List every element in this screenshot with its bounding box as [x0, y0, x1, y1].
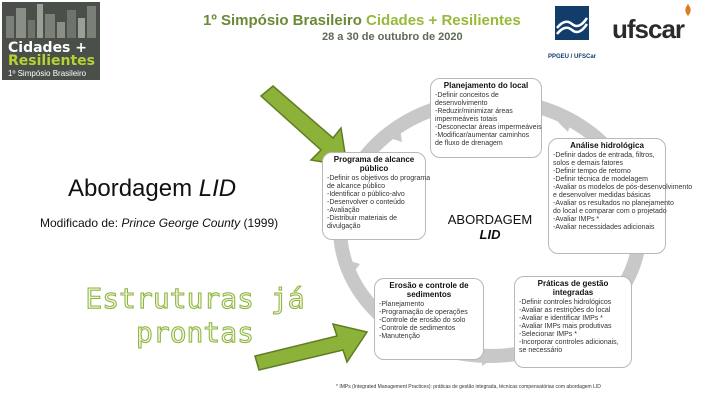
- footnote: * IMPs (Integrated Management Practices): práticas de gestão integrada, técnicas compensatórias com abordagem LID: [336, 384, 601, 390]
- node-item: de fluxo de drenagem: [435, 140, 503, 147]
- node-erosao-title: Erosão e controle de sedimentos: [389, 281, 469, 299]
- event-title: [203, 12, 521, 29]
- node-planejamento-title: Planejamento do local: [443, 81, 529, 90]
- node-item: -Definir dados de entrada, filtros,: [553, 152, 655, 159]
- center-label: [440, 212, 540, 242]
- outline-caption-line1: Estruturas já: [85, 282, 305, 315]
- node-item: -Avaliar IMPs mais produtivas: [519, 323, 612, 330]
- event-title-prefix: 1º Simpósio Brasileiro: [203, 12, 367, 29]
- node-item: -Definir os objetivos do programa: [327, 175, 431, 182]
- node-item: -Controle de erosão do solo: [379, 317, 466, 324]
- node-planejamento-items: [435, 92, 542, 148]
- center-label-line2: LID: [479, 227, 501, 242]
- node-hidrologica-title: Análise hidrológica: [570, 141, 644, 150]
- node-item: -Controle de sedimentos: [379, 325, 456, 332]
- node-erosao: [374, 278, 484, 360]
- node-item: -Definir controles hidrológicos: [519, 299, 612, 306]
- node-item: -Incorporar controles adicionais,: [519, 339, 619, 346]
- node-item: -Distribuir materiais de: [327, 215, 398, 222]
- heading-italic: LID: [198, 175, 237, 202]
- node-item: -Reduzir/minimizar áreas: [435, 108, 513, 115]
- node-item: desenvolvimento: [435, 100, 488, 107]
- node-item: -Definir tempo de retorno: [553, 168, 631, 175]
- logo-text-simposio: 1º Simpósio Brasileiro: [8, 69, 87, 78]
- citation-year: (1999): [240, 216, 279, 230]
- ufscar-flame-icon: [683, 4, 693, 16]
- event-title-accent: Cidades + Resilientes: [366, 12, 521, 29]
- node-item: impermeáveis totais: [435, 116, 498, 123]
- node-item: -Avaliar necessidades adicionais: [553, 224, 655, 231]
- node-item: -Manutenção: [379, 333, 420, 340]
- node-erosao-items: [379, 301, 479, 341]
- node-item: -Desenvolver o conteúdo: [327, 199, 405, 206]
- node-item: divulgação: [327, 223, 361, 230]
- logo-text-resilientes: Resilientes: [8, 53, 95, 69]
- event-date: 28 a 30 de outubro de 2020: [322, 31, 463, 43]
- node-item: e desenvolver medidas básicas: [553, 192, 651, 199]
- node-item: -Identificar o público-alvo: [327, 191, 405, 198]
- node-programa-title: Programa de alcance público: [333, 155, 415, 173]
- node-item: -Planejamento: [379, 301, 425, 308]
- node-item: -Selecionar IMPs *: [519, 331, 577, 338]
- source-citation: [40, 216, 278, 230]
- ppgeu-label: PPGEU / UFSCar: [547, 54, 596, 60]
- node-item: se necessário: [519, 347, 563, 354]
- node-item: -Avaliar os resultados no planejamento: [553, 200, 674, 207]
- ppgeu-logo: [543, 6, 601, 68]
- ppgeu-wave-icon: [555, 6, 589, 40]
- node-item: -Avaliar os modelos de pós-desenvolvimento: [553, 184, 693, 191]
- node-item: -Desconectar áreas impermeáveis: [435, 124, 542, 131]
- node-item: -Avaliação: [327, 207, 360, 214]
- citation-prefix: Modificado de:: [40, 216, 122, 230]
- city-skyline-icon: [2, 2, 100, 38]
- node-programa-items: [327, 175, 431, 231]
- ufscar-logo: ufscar: [612, 14, 685, 44]
- citation-source: Prince George County: [121, 216, 241, 230]
- node-programa: [322, 152, 431, 240]
- node-item: -Avaliar e identificar IMPs *: [519, 315, 603, 322]
- node-item: -Programação de operações: [379, 309, 468, 316]
- node-item: -Modificar/aumentar caminhos: [435, 132, 530, 139]
- node-hidrologica-items: [553, 152, 693, 232]
- node-item: do local e comparar com o projetado: [553, 208, 667, 215]
- node-praticas-title: Práticas de gestão integradas: [537, 279, 609, 297]
- outline-caption-line2: prontas: [135, 316, 254, 349]
- cidades-resilientes-logo: [2, 2, 100, 80]
- node-item: -Avaliar as restrições do local: [519, 307, 611, 314]
- logo-text-cidades: Cidades +: [8, 40, 87, 56]
- node-praticas: [514, 276, 632, 368]
- node-item: -Definir técnica de modelagem: [553, 176, 648, 183]
- node-item: -Definir conceitos de: [435, 92, 499, 99]
- node-praticas-items: [519, 299, 627, 355]
- node-item: -Avaliar IMPs *: [553, 216, 600, 223]
- center-label-line1: ABORDAGEM: [447, 212, 533, 227]
- lid-cycle-diagram: [318, 78, 698, 386]
- heading-main: Abordagem: [68, 175, 199, 202]
- node-item: solos e demais fatores: [553, 160, 624, 167]
- node-planejamento: [430, 78, 542, 158]
- node-hidrologica: [548, 138, 693, 254]
- slide-heading: [68, 175, 236, 203]
- node-item: de alcance público: [327, 183, 385, 190]
